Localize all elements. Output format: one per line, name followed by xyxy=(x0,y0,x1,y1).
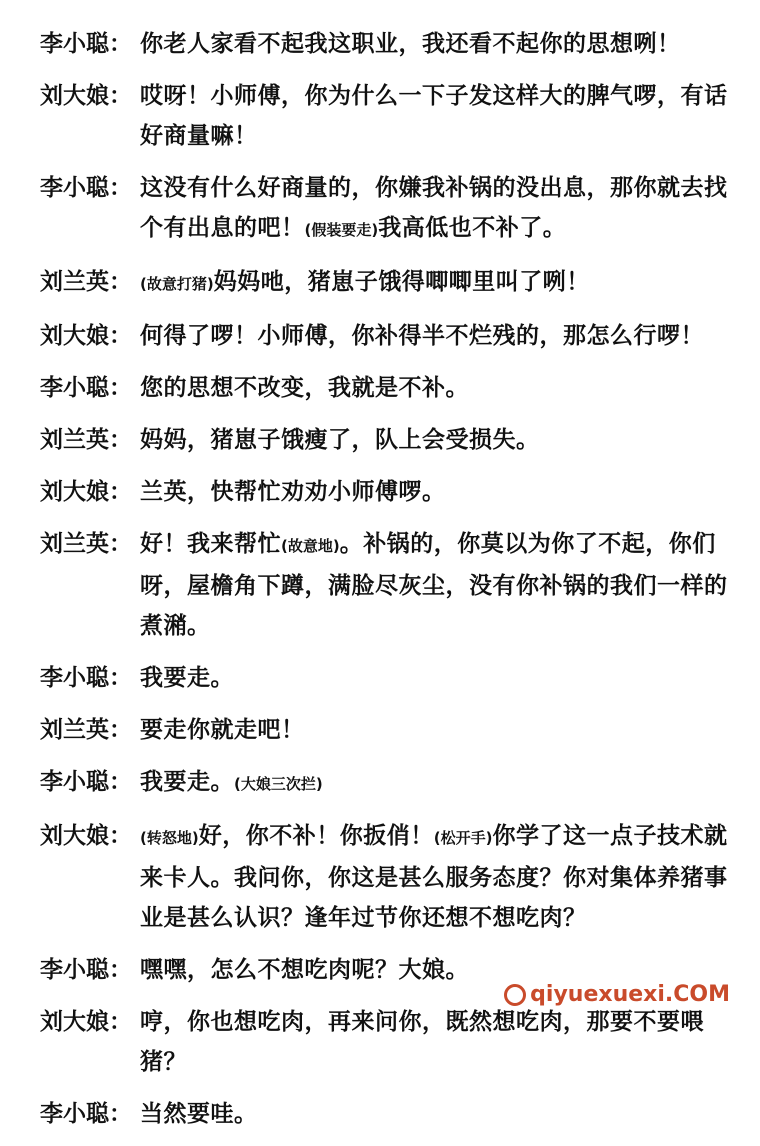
speech-segment: 哼，你也想吃肉，再来问你，既然想吃肉，那要不要喂猪？ xyxy=(140,1009,704,1075)
speech-segment: 兰英，快帮忙劝劝小师傅啰。 xyxy=(140,479,446,505)
speech-text xyxy=(140,472,730,512)
speech-segment: 您的思想不改变，我就是不补。 xyxy=(140,375,469,401)
dialogue-line xyxy=(40,524,730,646)
dialogue-line xyxy=(40,316,730,356)
speech-text xyxy=(140,658,730,698)
site-watermark xyxy=(504,982,730,1007)
dialogue-line xyxy=(40,420,730,460)
speech-segment: 你老人家看不起我这职业，我还看不起你的思想咧！ xyxy=(140,31,681,57)
dialogue-line xyxy=(40,24,730,64)
speech-segment: 好，你不补！你扳俏！ xyxy=(198,823,434,849)
speaker-name: 李小聪： xyxy=(40,957,132,983)
speech-segment: 这没有什么好商量的，你嫌我补锅的没出息，那你就去找个有出息的吧！ xyxy=(140,175,728,241)
speech-text xyxy=(140,368,730,408)
dialogue-line xyxy=(40,710,730,750)
speech-text xyxy=(140,76,730,156)
speaker-name: 李小聪： xyxy=(40,31,132,57)
speech-segment: 要走你就走吧！ xyxy=(140,717,305,743)
speech-segment: 好！我来帮忙 xyxy=(140,531,281,557)
speech-segment: 妈妈，猪崽子饿瘦了，队上会受损失。 xyxy=(140,427,540,453)
dialogue-line xyxy=(40,76,730,156)
dialogue-line xyxy=(40,262,730,304)
speaker-name: 刘兰英： xyxy=(40,717,132,743)
speaker-name: 刘兰英： xyxy=(40,427,132,453)
speech-text xyxy=(140,762,730,804)
dialogue-line xyxy=(40,472,730,512)
speaker-name: 李小聪： xyxy=(40,1101,132,1127)
speech-segment: 妈妈吔，猪崽子饿得唧唧里叫了咧！ xyxy=(213,269,590,295)
speech-text xyxy=(140,316,730,356)
stage-direction: (假装要走) xyxy=(304,221,379,239)
speech-text xyxy=(140,710,730,750)
speaker-name: 刘兰英： xyxy=(40,269,132,295)
speech-text xyxy=(140,168,730,250)
speaker-name: 刘大娘： xyxy=(40,479,132,505)
stage-direction: (故意打猪) xyxy=(140,275,214,293)
speech-text xyxy=(140,1002,730,1082)
speech-text xyxy=(140,1094,730,1134)
speech-text xyxy=(140,816,730,938)
dialogue-line xyxy=(40,368,730,408)
speaker-name: 刘大娘： xyxy=(40,1009,132,1035)
dialogue-line xyxy=(40,168,730,250)
stage-direction: (转怒地) xyxy=(140,829,199,847)
speaker-name: 李小聪： xyxy=(40,665,132,691)
stage-direction: (故意地) xyxy=(281,537,340,555)
speech-segment: 我要走。 xyxy=(140,665,234,691)
speaker-name: 李小聪： xyxy=(40,175,132,201)
dialogue-line xyxy=(40,762,730,804)
dialogue-line xyxy=(40,816,730,938)
speech-text xyxy=(140,524,730,646)
speaker-name: 刘兰英： xyxy=(40,531,132,557)
stage-direction: (松开手) xyxy=(433,829,493,847)
speech-segment: 我高低也不补了。 xyxy=(378,215,567,241)
dialogue-list xyxy=(40,24,730,1146)
dialogue-line xyxy=(40,1002,730,1082)
dialogue-line xyxy=(40,658,730,698)
speech-segment: 嘿嘿，怎么不想吃肉呢？大娘。 xyxy=(140,957,469,983)
speaker-name: 刘大娘： xyxy=(40,823,132,849)
speaker-name: 刘大娘： xyxy=(40,323,132,349)
speech-text xyxy=(140,420,730,460)
speaker-name: 李小聪： xyxy=(40,769,132,795)
speech-segment: 。补锅的，你莫以为你了不起，你们呀，屋檐角下蹲，满脸尽灰尘，没有你补锅的我们一样的煮潲。 xyxy=(140,531,728,639)
speech-text xyxy=(140,262,730,304)
speech-segment: 何得了啰！小师傅，你补得半不烂残的，那怎么行啰！ xyxy=(140,323,704,349)
speech-segment: 哎呀！小师傅，你为什么一下子发这样大的脾气啰，有话好商量嘛！ xyxy=(140,83,728,149)
stage-direction: (大娘三次拦) xyxy=(234,775,323,793)
speech-text xyxy=(140,24,730,64)
speaker-name: 李小聪： xyxy=(40,375,132,401)
speech-segment: 我要走。 xyxy=(140,769,234,795)
watermark-logo-icon xyxy=(504,984,526,1006)
dialogue-line xyxy=(40,1094,730,1134)
watermark-text: qiyuexuexi.COM xyxy=(530,982,730,1007)
speech-segment: 当然要哇。 xyxy=(140,1101,258,1127)
speech-segment: 你学了这一点子技术就来卡人。我问你，你这是甚么服务态度？你对集体养猪事业是甚么认识？逢年过节你还想不想吃肉？ xyxy=(140,823,728,931)
speaker-name: 刘大娘： xyxy=(40,83,132,109)
